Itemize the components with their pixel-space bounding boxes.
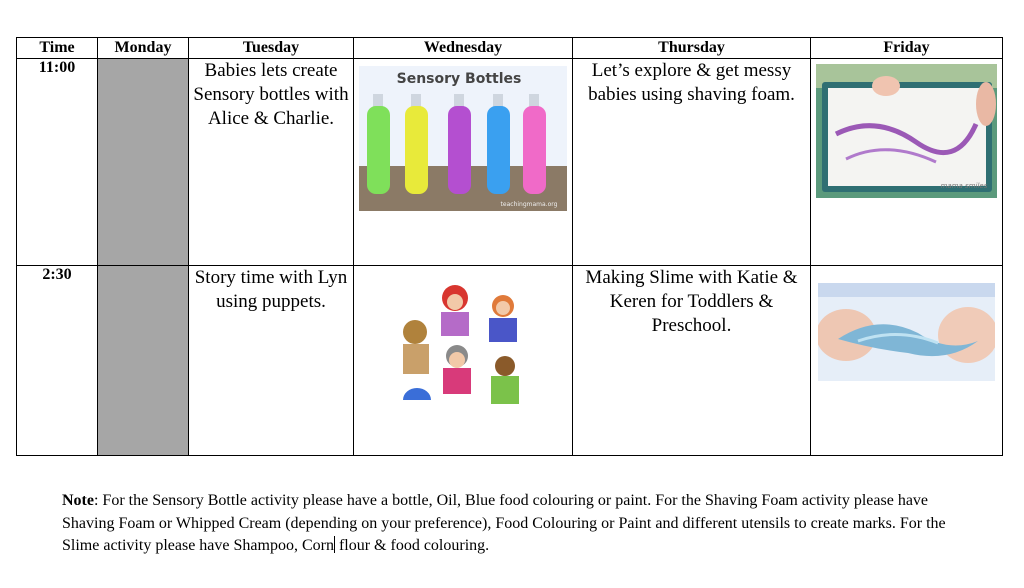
wednesday-cell (354, 59, 573, 265)
bottle (367, 94, 390, 194)
bottle (523, 94, 546, 194)
shaving-foam-image (816, 64, 997, 198)
time-cell: 11:00 (17, 59, 98, 265)
monday-cell-shaded (98, 265, 189, 455)
time-cell: 2:30 (17, 265, 98, 455)
note-label: Note (62, 492, 94, 509)
header-time: Time (17, 38, 98, 59)
puppet (403, 320, 429, 374)
puppet (489, 295, 517, 342)
header-thursday: Thursday (573, 38, 811, 59)
thursday-activity: Let’s explore & get messy babies using shaving foam. (573, 59, 811, 265)
tuesday-activity: Story time with Lyn using puppets. (189, 265, 354, 455)
puppet (443, 345, 471, 394)
monday-cell-shaded (98, 59, 189, 265)
note-paragraph (62, 490, 962, 558)
header-friday: Friday (811, 38, 1003, 59)
tuesday-activity: Babies lets create Sensory bottles with Alice & Charlie. (189, 59, 354, 265)
image-title-text: Sensory Bottles (396, 71, 522, 88)
header-monday: Monday (98, 38, 189, 59)
sensory-bottles-image (359, 66, 567, 211)
puppets-image (393, 282, 533, 414)
schedule-table (16, 37, 1003, 456)
note-text: : For the Sensory Bottle activity please have a bottle, Oil, Blue food colouring or paint. For the Shaving Foam activity please have Shaving Foam or Whipped Cream (depending on your preference), Food Colouring or Paint and different utensils to create marks. For the Slime activity please have Shampoo, Corn (62, 492, 946, 554)
header-tuesday: Tuesday (189, 38, 354, 59)
friday-cell (811, 265, 1003, 455)
image-credit-text: teachingmama.org (500, 201, 558, 209)
bottle (405, 94, 428, 194)
note-text-end: flour & food colouring. (334, 537, 490, 554)
bottle (448, 94, 471, 194)
table-row (17, 59, 1003, 265)
table-row (17, 265, 1003, 455)
header-wednesday: Wednesday (354, 38, 573, 59)
thursday-activity: Making Slime with Katie & Keren for Toddlers & Preschool. (573, 265, 811, 455)
bottle (487, 94, 510, 194)
friday-cell (811, 59, 1003, 265)
header-row (17, 38, 1003, 59)
wednesday-cell (354, 265, 573, 455)
slime-image (818, 283, 995, 381)
image-credit-text: mama smiles (940, 182, 988, 191)
